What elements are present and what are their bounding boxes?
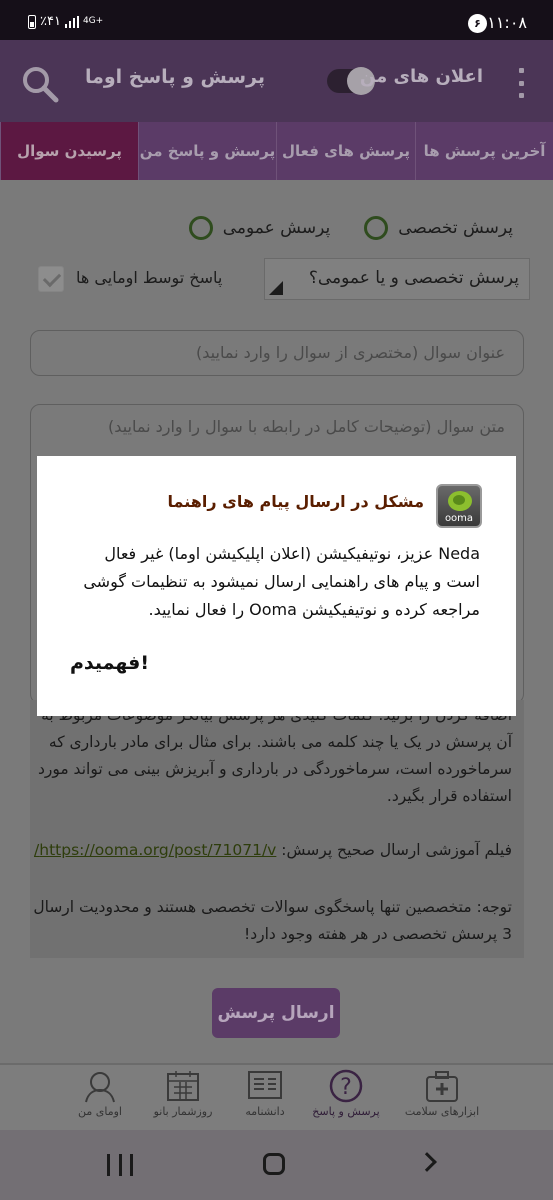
question-body-input[interactable]: متن سوال (توضیحات کامل در رابطه با سوال را وارد نمایید): [30, 404, 524, 704]
signal-icon: [65, 16, 79, 28]
tab-ask-question[interactable]: پرسیدن سوال: [0, 122, 138, 180]
profile-icon: [81, 1069, 119, 1103]
nav-label: ابزارهای سلامت: [404, 1105, 480, 1118]
home-icon[interactable]: [263, 1153, 285, 1175]
dropdown-value: پرسش تخصصی و یا عمومی؟: [308, 268, 519, 288]
nav-qa[interactable]: [306, 1069, 386, 1118]
svg-text:?: ?: [340, 1075, 352, 1100]
system-navigation-bar: [0, 1130, 553, 1200]
nav-label: پرسش و پاسخ: [312, 1105, 380, 1118]
nav-calendar[interactable]: [143, 1069, 223, 1118]
battery-icon: [28, 15, 36, 29]
help-text-box: [30, 700, 524, 958]
question-title-input[interactable]: عنوان سوال (مختصری از سوال را وارد نمایید): [30, 330, 524, 376]
nav-health-tools[interactable]: [402, 1069, 482, 1118]
dropdown-arrow-icon: [269, 281, 283, 295]
nav-label: روزشمار بانو: [153, 1105, 213, 1118]
status-left: [28, 14, 103, 29]
checkbox-label: پاسخ توسط اومایی ها: [76, 268, 223, 287]
question-type-radios: [189, 216, 513, 240]
app-header: [0, 40, 553, 122]
help-note-text: توجه: متخصصین تنها پاسخگوی سوالات تخصصی هستند و محدودیت ارسال 3 پرسش تخصصی در هر هفته وجود دارد!: [33, 898, 512, 943]
radio-general[interactable]: [189, 216, 213, 240]
ooma-logo-icon: [436, 484, 482, 528]
notification-warning-dialog: [37, 456, 516, 716]
nav-label: دانشنامه: [245, 1105, 285, 1118]
bottom-navigation: [0, 1063, 553, 1130]
back-icon[interactable]: [417, 1152, 437, 1172]
help-keywords-text: آن پرسش در یک یا چند کلمه می باشند. برای مثال برای مادر بارداری که سرماخورده است، سرماخوردگی در بارداری و آبریزش بینی می تواند مورد استفاده قرار بگیرد.: [37, 733, 512, 805]
question-type-dropdown[interactable]: [264, 258, 530, 300]
radio-specialist[interactable]: [364, 216, 388, 240]
network-type: 4G+: [82, 16, 104, 26]
battery-percent: ٪۴۱: [40, 14, 61, 29]
help-video-label: فیلم آموزشی ارسال صحیح پرسش:: [281, 841, 512, 859]
tab-latest-questions[interactable]: آخرین پرسش ها: [415, 122, 553, 180]
radio-specialist-label: پرسش تخصصی: [398, 218, 513, 238]
my-ads-label: اعلان های من: [359, 66, 483, 87]
nav-label: اومای من: [78, 1105, 122, 1118]
page-title: پرسش و پاسخ اوما: [84, 66, 265, 88]
status-bar: [0, 0, 553, 40]
nav-encyclopedia[interactable]: [225, 1069, 305, 1118]
tab-bar: [0, 122, 553, 180]
question-icon: [327, 1069, 365, 1103]
medkit-icon: [423, 1069, 461, 1103]
search-icon[interactable]: [20, 64, 60, 104]
logo-text: ooma: [444, 513, 474, 524]
tab-active-questions[interactable]: پرسش های فعال: [276, 122, 415, 180]
overflow-menu-icon[interactable]: [517, 68, 525, 98]
dialog-ok-button[interactable]: فهمیدم!: [70, 652, 150, 674]
dialog-title: مشکل در ارسال پیام های راهنما: [167, 492, 424, 511]
answer-by-users-checkbox[interactable]: [38, 266, 64, 292]
calendar-icon: [164, 1069, 202, 1103]
radio-general-label: پرسش عمومی: [222, 218, 331, 238]
recent-apps-icon[interactable]: [107, 1154, 133, 1176]
dialog-message: Neda عزیز، نوتیفیکیشن (اعلان اپلیکیشن اوما) غیر فعال است و پیام های راهنمایی ارسال نمیشود به تنظیمات گوشی مراجعه کرده و نوتیفیکیشن Ooma را فعال نمایید.: [83, 544, 480, 619]
book-icon: [246, 1069, 284, 1103]
clock: ۱۱:۰۸: [487, 13, 527, 32]
notification-badge: ۶: [468, 14, 487, 33]
help-video-link[interactable]: https://ooma.org/post/71071/v/: [34, 841, 277, 859]
help-video-line: [32, 837, 512, 864]
submit-question-button[interactable]: ارسال پرسش: [212, 988, 340, 1038]
tab-my-qa[interactable]: پرسش و پاسخ من: [138, 122, 276, 180]
nav-my-profile[interactable]: [60, 1069, 140, 1118]
